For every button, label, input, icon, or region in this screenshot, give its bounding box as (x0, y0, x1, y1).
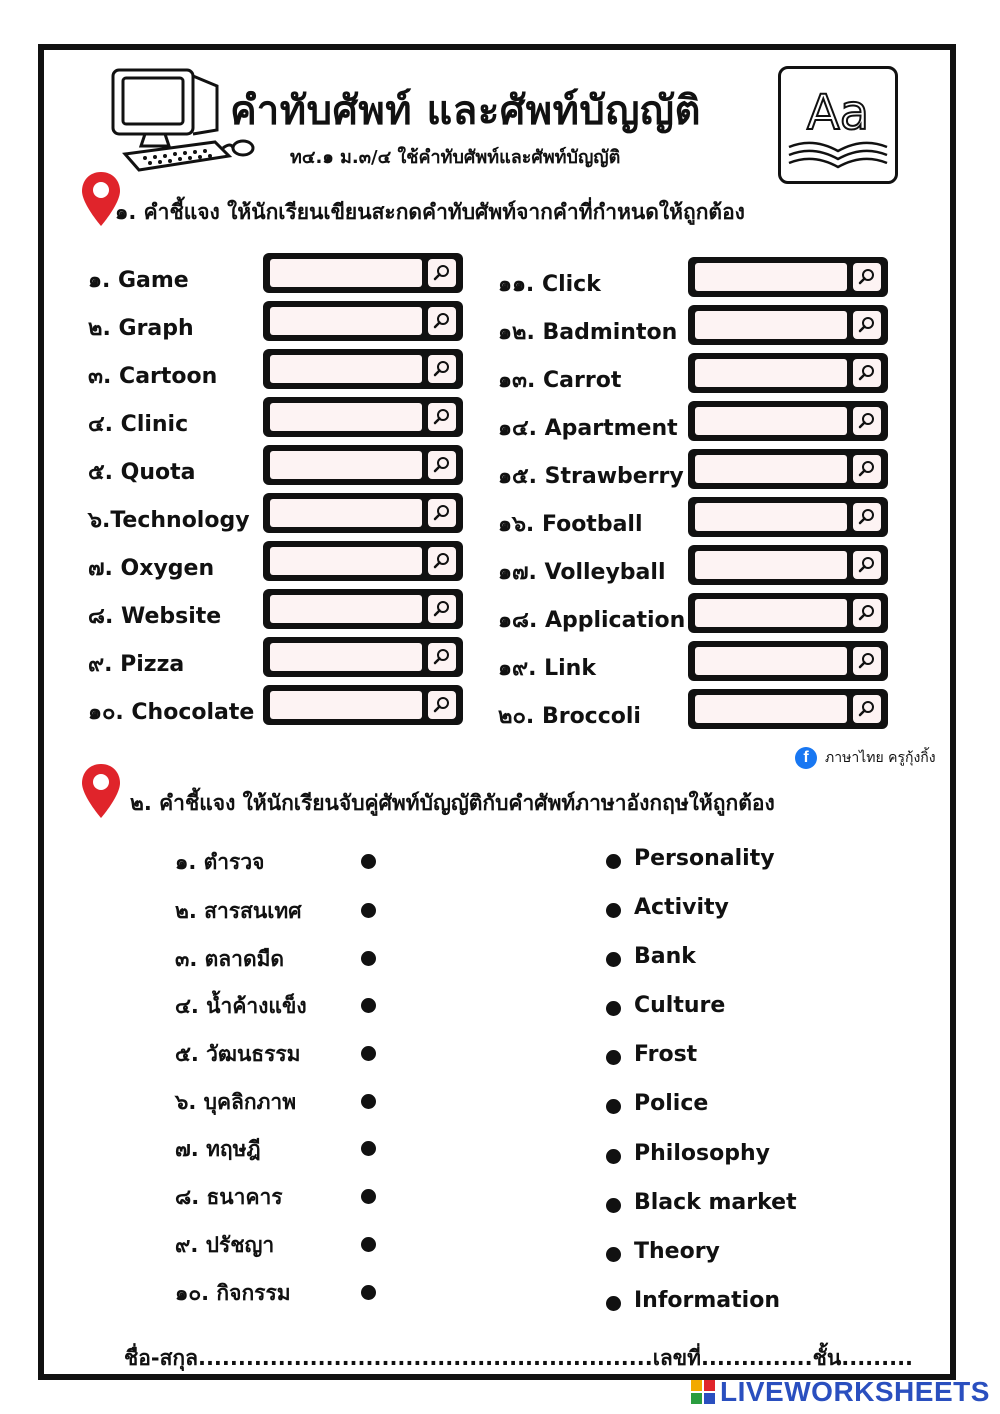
answer-box (263, 253, 463, 293)
english-term: Theory (634, 1239, 720, 1264)
match-dot-right[interactable] (606, 1198, 621, 1213)
search-icon[interactable] (853, 503, 881, 531)
vocab-word: ๙. Pizza (88, 652, 185, 677)
thai-term: ๗. ทฤษฎี (175, 1137, 261, 1161)
search-icon[interactable] (853, 551, 881, 579)
vocab-word: ๗. Oxygen (88, 556, 215, 581)
search-icon[interactable] (428, 451, 456, 479)
page-title: คำทับศัพท์ และศัพท์บัญญัติ (230, 88, 701, 134)
answer-box (688, 593, 888, 633)
vocab-word: ๑๘. Application (498, 608, 686, 633)
answer-box (688, 401, 888, 441)
location-pin-icon (80, 762, 122, 820)
answer-box (688, 257, 888, 297)
english-term: Philosophy (634, 1141, 770, 1166)
search-icon[interactable] (853, 311, 881, 339)
answer-input[interactable] (695, 359, 847, 387)
answer-input[interactable] (270, 595, 422, 623)
answer-input[interactable] (270, 355, 422, 383)
search-icon[interactable] (853, 647, 881, 675)
credit-text: ภาษาไทย ครูกุ้งกิ้ง (825, 750, 936, 766)
search-icon[interactable] (853, 359, 881, 387)
answer-input[interactable] (695, 503, 847, 531)
answer-box (263, 685, 463, 725)
answer-input[interactable] (270, 307, 422, 335)
thai-term: ๘. ธนาคาร (175, 1185, 283, 1209)
match-dot-left[interactable] (361, 1094, 376, 1109)
answer-input[interactable] (695, 599, 847, 627)
search-icon[interactable] (853, 455, 881, 483)
match-dot-right[interactable] (606, 903, 621, 918)
match-dot-right[interactable] (606, 1099, 621, 1114)
answer-input[interactable] (270, 403, 422, 431)
answer-input[interactable] (270, 451, 422, 479)
liveworksheets-logo-icon (690, 1379, 716, 1405)
match-dot-right[interactable] (606, 854, 621, 869)
search-icon[interactable] (853, 695, 881, 723)
vocab-word: ๑๑. Click (498, 272, 601, 297)
vocab-word: ๑๖. Football (498, 512, 643, 537)
match-dot-left[interactable] (361, 1046, 376, 1061)
search-icon[interactable] (853, 599, 881, 627)
section2-instruction: ๒. คำชี้แจง ให้นักเรียนจับคู่ศัพท์บัญญัติกับคำศัพท์ภาษาอังกฤษให้ถูกต้อง (130, 791, 775, 815)
search-icon[interactable] (853, 263, 881, 291)
search-icon[interactable] (428, 403, 456, 431)
match-dot-left[interactable] (361, 1189, 376, 1204)
thai-term: ๒. สารสนเทศ (175, 899, 302, 923)
answer-input[interactable] (270, 643, 422, 671)
english-term: Black market (634, 1190, 797, 1215)
answer-box (263, 493, 463, 533)
vocab-word: ๖.Technology (88, 508, 250, 533)
answer-box (688, 545, 888, 585)
search-icon[interactable] (428, 547, 456, 575)
answer-box (263, 637, 463, 677)
search-icon[interactable] (428, 595, 456, 623)
thai-term: ๔. น้ำค้างแข็ง (175, 994, 307, 1018)
answer-box (688, 449, 888, 489)
match-dot-left[interactable] (361, 1285, 376, 1300)
credit (795, 747, 936, 769)
book-icon (781, 69, 895, 181)
answer-box (263, 541, 463, 581)
answer-input[interactable] (695, 311, 847, 339)
vocab-word: ๑. Game (88, 268, 189, 293)
vocab-word: ๑๐. Chocolate (88, 700, 255, 725)
answer-box (263, 589, 463, 629)
match-dot-left[interactable] (361, 1141, 376, 1156)
svg-text:Aa: Aa (806, 85, 870, 141)
answer-input[interactable] (695, 407, 847, 435)
match-dot-left[interactable] (361, 1237, 376, 1252)
facebook-icon: f (795, 747, 817, 769)
match-dot-left[interactable] (361, 951, 376, 966)
vocab-word: ๒๐. Broccoli (498, 704, 641, 729)
answer-input[interactable] (695, 455, 847, 483)
search-icon[interactable] (428, 259, 456, 287)
vocab-word: ๔. Clinic (88, 412, 189, 437)
thai-term: ๑๐. กิจกรรม (175, 1281, 291, 1305)
vocab-word: ๕. Quota (88, 460, 196, 485)
answer-input[interactable] (695, 695, 847, 723)
answer-box (688, 497, 888, 537)
thai-term: ๓. ตลาดมืด (175, 947, 285, 971)
answer-box (688, 641, 888, 681)
thai-term: ๙. ปรัชญา (175, 1233, 275, 1257)
thai-term: ๖. บุคลิกภาพ (175, 1090, 297, 1114)
answer-input[interactable] (270, 499, 422, 527)
page-subtitle: ท๔.๑ ม.๓/๔ ใช้คำทับศัพท์และศัพท์บัญญัติ (290, 147, 621, 168)
answer-box (688, 353, 888, 393)
answer-box (263, 301, 463, 341)
vocab-word: ๑๔. Apartment (498, 416, 678, 441)
search-icon[interactable] (428, 307, 456, 335)
vocab-word: ๒. Graph (88, 316, 194, 341)
answer-input[interactable] (270, 259, 422, 287)
match-dot-right[interactable] (606, 1001, 621, 1016)
liveworksheets-watermark (690, 1376, 990, 1408)
answer-box (688, 305, 888, 345)
match-dot-left[interactable] (361, 854, 376, 869)
english-term: Personality (634, 846, 775, 871)
answer-input[interactable] (270, 547, 422, 575)
match-dot-right[interactable] (606, 952, 621, 967)
thai-term: ๑. ตำรวจ (175, 850, 265, 874)
match-dot-right[interactable] (606, 1050, 621, 1065)
vocab-word: ๑๕. Strawberry (498, 464, 684, 489)
vocab-word: ๘. Website (88, 604, 222, 629)
answer-input[interactable] (270, 691, 422, 719)
answer-box (263, 397, 463, 437)
answer-input[interactable] (695, 647, 847, 675)
search-icon[interactable] (428, 691, 456, 719)
answer-box (263, 445, 463, 485)
vocab-word: ๓. Cartoon (88, 364, 218, 389)
answer-box (688, 689, 888, 729)
search-icon[interactable] (428, 355, 456, 383)
answer-input[interactable] (695, 551, 847, 579)
english-term: Bank (634, 944, 696, 969)
section1-instruction: ๑. คำชี้แจง ให้นักเรียนเขียนสะกดคำทับศัพท์จากคำที่กำหนดให้ถูกต้อง (115, 200, 745, 224)
english-term: Police (634, 1091, 709, 1116)
search-icon[interactable] (853, 407, 881, 435)
vocab-word: ๑๓. Carrot (498, 368, 622, 393)
vocab-word: ๑๙. Link (498, 656, 596, 681)
match-dot-left[interactable] (361, 903, 376, 918)
match-dot-right[interactable] (606, 1149, 621, 1164)
search-icon[interactable] (428, 643, 456, 671)
student-info-line: ชื่อ-สกุล.........................................................เลขที่..............ชั้น......... (124, 1346, 914, 1370)
match-dot-left[interactable] (361, 998, 376, 1013)
english-term: Activity (634, 895, 729, 920)
vocab-word: ๑๒. Badminton (498, 320, 678, 345)
match-dot-right[interactable] (606, 1247, 621, 1262)
english-term: Culture (634, 993, 726, 1018)
match-dot-right[interactable] (606, 1296, 621, 1311)
dictionary-logo (778, 66, 898, 184)
answer-box (263, 349, 463, 389)
search-icon[interactable] (428, 499, 456, 527)
liveworksheets-text: LIVEWORKSHEETS (720, 1376, 990, 1407)
vocab-word: ๑๗. Volleyball (498, 560, 666, 585)
english-term: Frost (634, 1042, 698, 1067)
english-term: Information (634, 1288, 780, 1313)
thai-term: ๕. วัฒนธรรม (175, 1042, 301, 1066)
answer-input[interactable] (695, 263, 847, 291)
